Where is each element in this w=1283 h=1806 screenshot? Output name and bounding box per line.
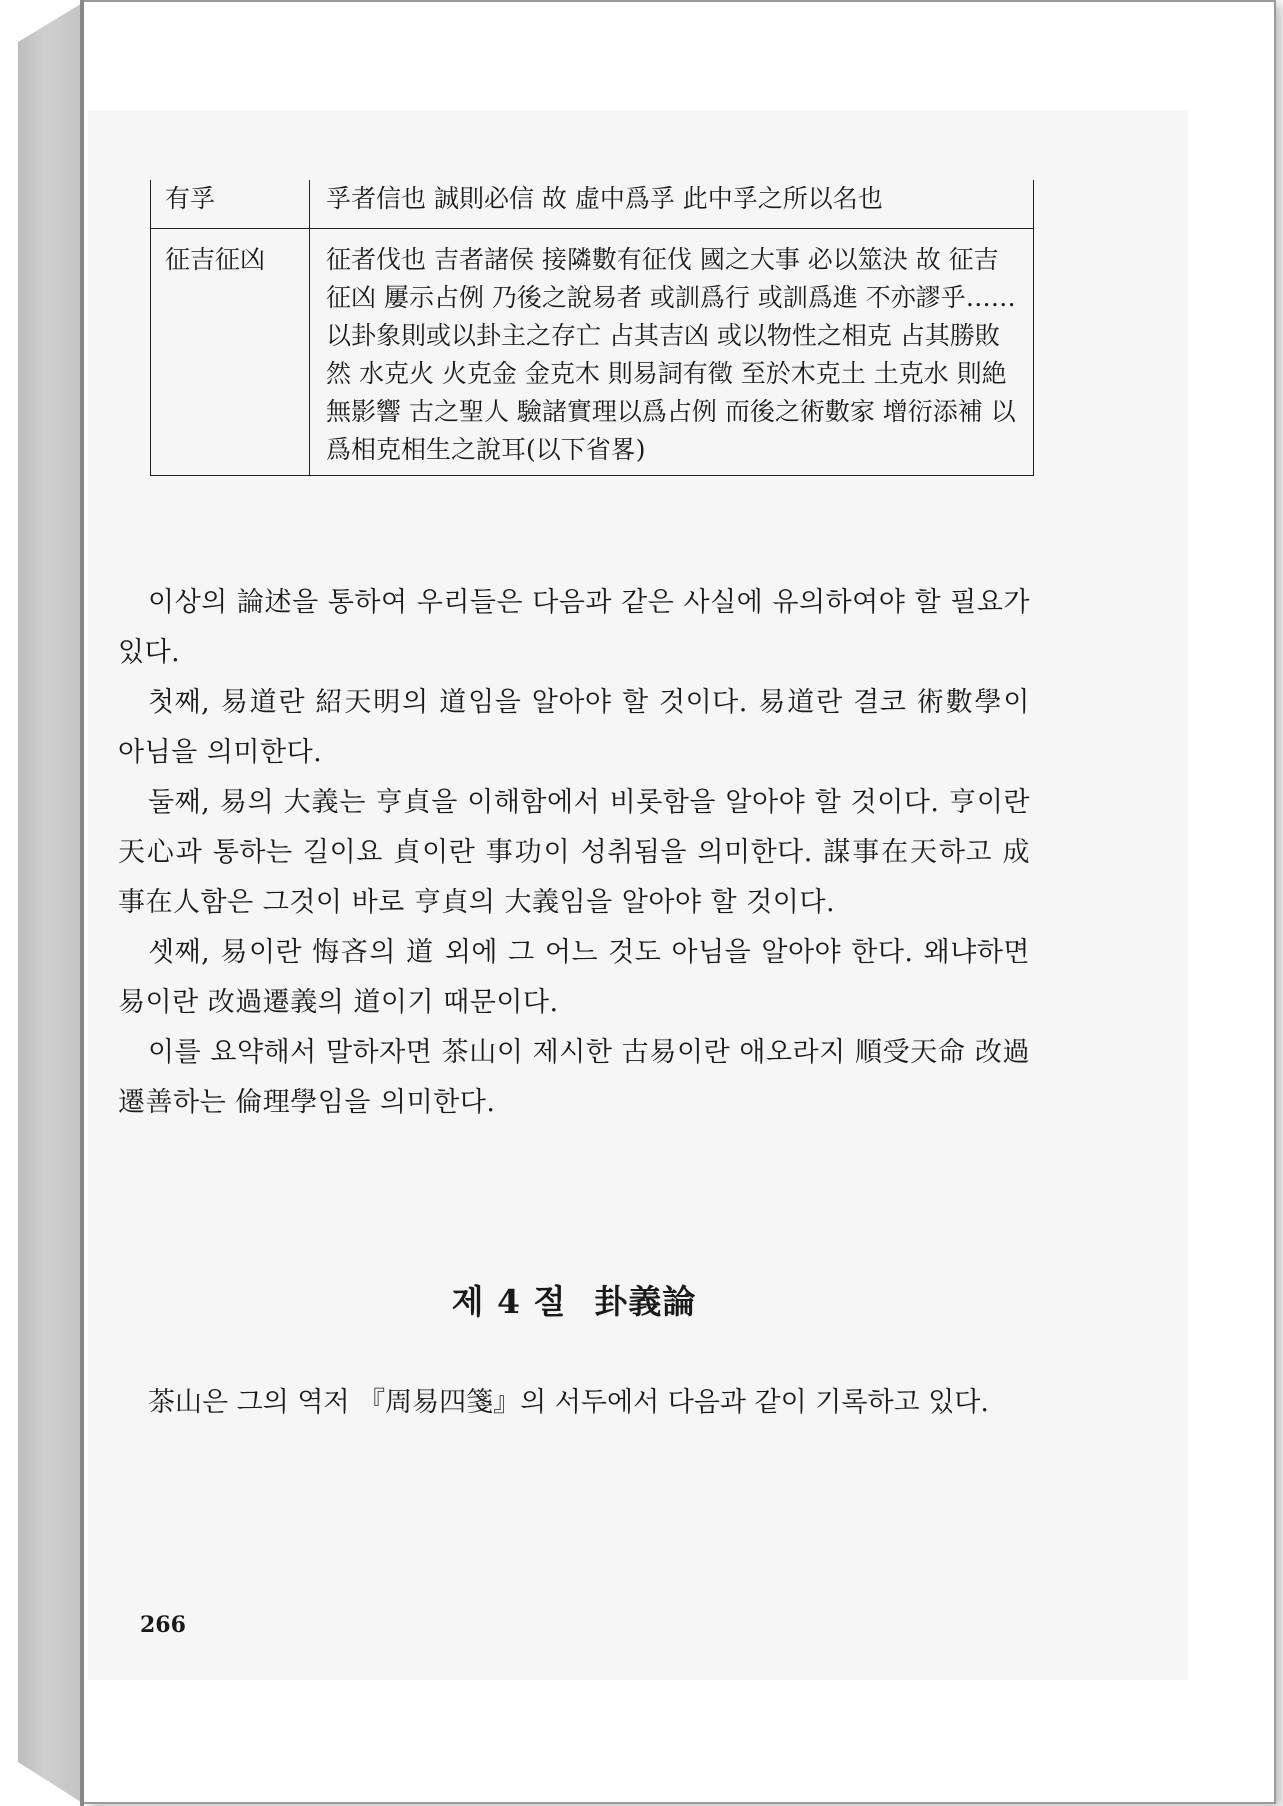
table-row	[151, 229, 1034, 476]
table-term-cell: 征吉征凶	[151, 229, 310, 476]
definition-table	[150, 180, 1034, 476]
table-definition-cell: 孚者信也 誠則必信 故 虛中爲孚 此中孚之所以名也	[310, 180, 1034, 229]
table-term-cell: 有孚	[151, 180, 310, 229]
section-title-text: 卦義論	[594, 1282, 697, 1321]
paragraph: 이상의 論述을 통하여 우리들은 다음과 같은 사실에 유의하여야 할 필요가 있다.	[118, 587, 1030, 668]
body-text	[118, 578, 1030, 1128]
paragraph: 茶山은 그의 역저 『周易四箋』의 서두에서 다음과 같이 기록하고 있다.	[148, 1387, 989, 1418]
book-spine	[18, 2, 84, 1804]
section-intro-text	[118, 1378, 1030, 1428]
section-number: 제 4 절	[451, 1282, 567, 1321]
paragraph: 이를 요약해서 말하자면 茶山이 제시한 古易이란 애오라지 順受天命 改過遷善하는 倫理學임을 의미한다.	[118, 1037, 1030, 1118]
paragraph: 둘째, 易의 大義는 亨貞을 이해함에서 비롯함을 알아야 할 것이다. 亨이란 天心과 통하는 길이요 貞이란 事功이 성취됨을 의미한다. 謀事在天하고 成事在人함은 그것이 바로 亨貞의 大義임을 알아야 할 것이다.	[118, 787, 1030, 918]
section-heading	[118, 1276, 1030, 1323]
paragraph: 첫째, 易道란 紹天明의 道임을 알아야 할 것이다. 易道란 결코 術數學이 아님을 의미한다.	[118, 687, 1030, 768]
table-row	[151, 180, 1034, 229]
page-number: 266	[140, 1612, 186, 1638]
paragraph: 셋째, 易이란 悔吝의 道 외에 그 어느 것도 아님을 알아야 한다. 왜냐하면 易이란 改過遷義의 道이기 때문이다.	[118, 937, 1030, 1018]
table-definition-cell: 征者伐也 吉者諸侯 接隣數有征伐 國之大事 必以筮決 故 征吉 征凶 屢示占例 乃後之說易者 或訓爲行 或訓爲進 不亦謬乎…… 以卦象則或以卦主之存亡 占其吉凶 或以物性之相克 占其勝敗 然 水克火 火克金 金克木 則易詞有徵 至於木克土 土克水 則絶無影響 古之聖人 驗諸實理以爲占例 而後之術數家 增衍添補 以爲相克相生之說耳(以下省畧)	[310, 229, 1034, 476]
